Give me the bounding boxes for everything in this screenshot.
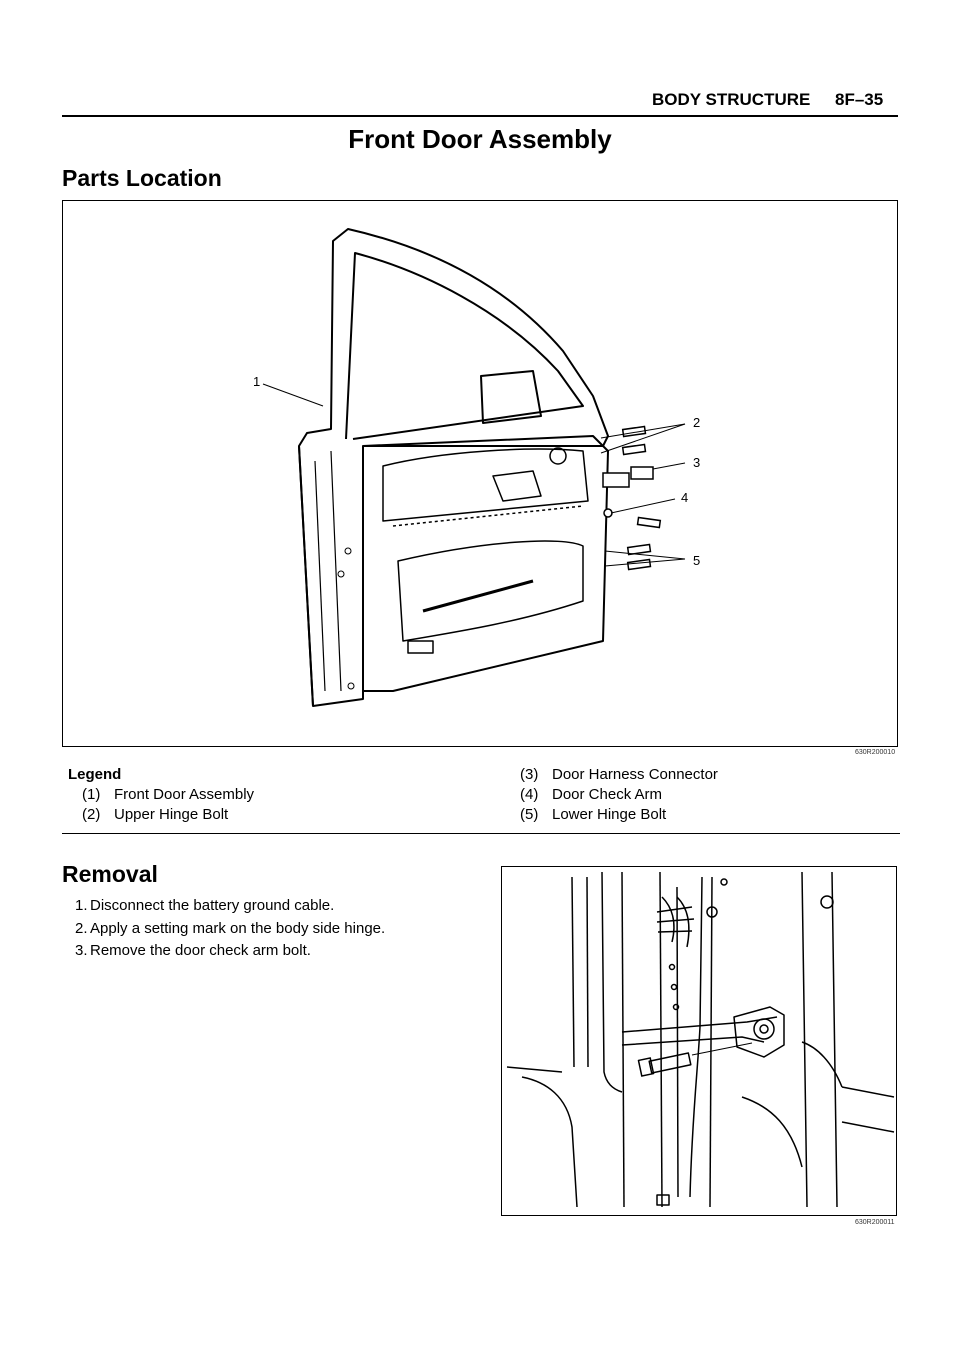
- running-header-section: BODY STRUCTURE: [652, 90, 811, 109]
- header-divider: [62, 115, 898, 117]
- legend-item-4-label: Door Check Arm: [552, 786, 663, 803]
- legend-item-3-label: Door Harness Connector: [552, 766, 718, 783]
- removal-step-3-text: Remove the door check arm bolt.: [90, 942, 311, 959]
- check-arm-illustration: [501, 866, 897, 1216]
- callout-1: 1: [253, 374, 261, 389]
- door-assembly-illustration: [62, 200, 898, 747]
- removal-step-2-text: Apply a setting mark on the body side hinge.: [90, 920, 386, 937]
- removal-heading: Removal: [62, 861, 158, 887]
- callout-3: 3: [693, 455, 701, 470]
- figure-id-1: 630R200010: [855, 749, 896, 756]
- legend-divider: [62, 833, 900, 834]
- legend-item-4-number: (4): [520, 786, 539, 803]
- callout-4: 4: [681, 490, 689, 505]
- check-arm-drawing: [502, 867, 896, 1215]
- door-assembly-drawing: [63, 201, 897, 746]
- removal-step-3-number: 3.: [75, 942, 88, 959]
- legend-item-5-label: Lower Hinge Bolt: [552, 806, 667, 823]
- figure-id-2: 630R200011: [855, 1219, 895, 1226]
- legend-item-2-label: Upper Hinge Bolt: [114, 806, 229, 823]
- legend-item-1-number: (1): [82, 786, 101, 803]
- page-title: Front Door Assembly: [348, 124, 612, 154]
- running-header-page-number: 8F–35: [835, 90, 884, 109]
- legend-item-2-number: (2): [82, 806, 101, 823]
- legend-title: Legend: [68, 766, 122, 783]
- removal-step-1-text: Disconnect the battery ground cable.: [90, 897, 335, 914]
- removal-step-1-number: 1.: [75, 897, 88, 914]
- legend-item-5-number: (5): [520, 806, 539, 823]
- callout-2: 2: [693, 415, 701, 430]
- parts-location-heading: Parts Location: [62, 165, 222, 191]
- removal-step-2-number: 2.: [75, 920, 88, 937]
- callout-5: 5: [693, 553, 701, 568]
- legend-item-1-label: Front Door Assembly: [114, 786, 255, 803]
- legend-item-3-number: (3): [520, 766, 539, 783]
